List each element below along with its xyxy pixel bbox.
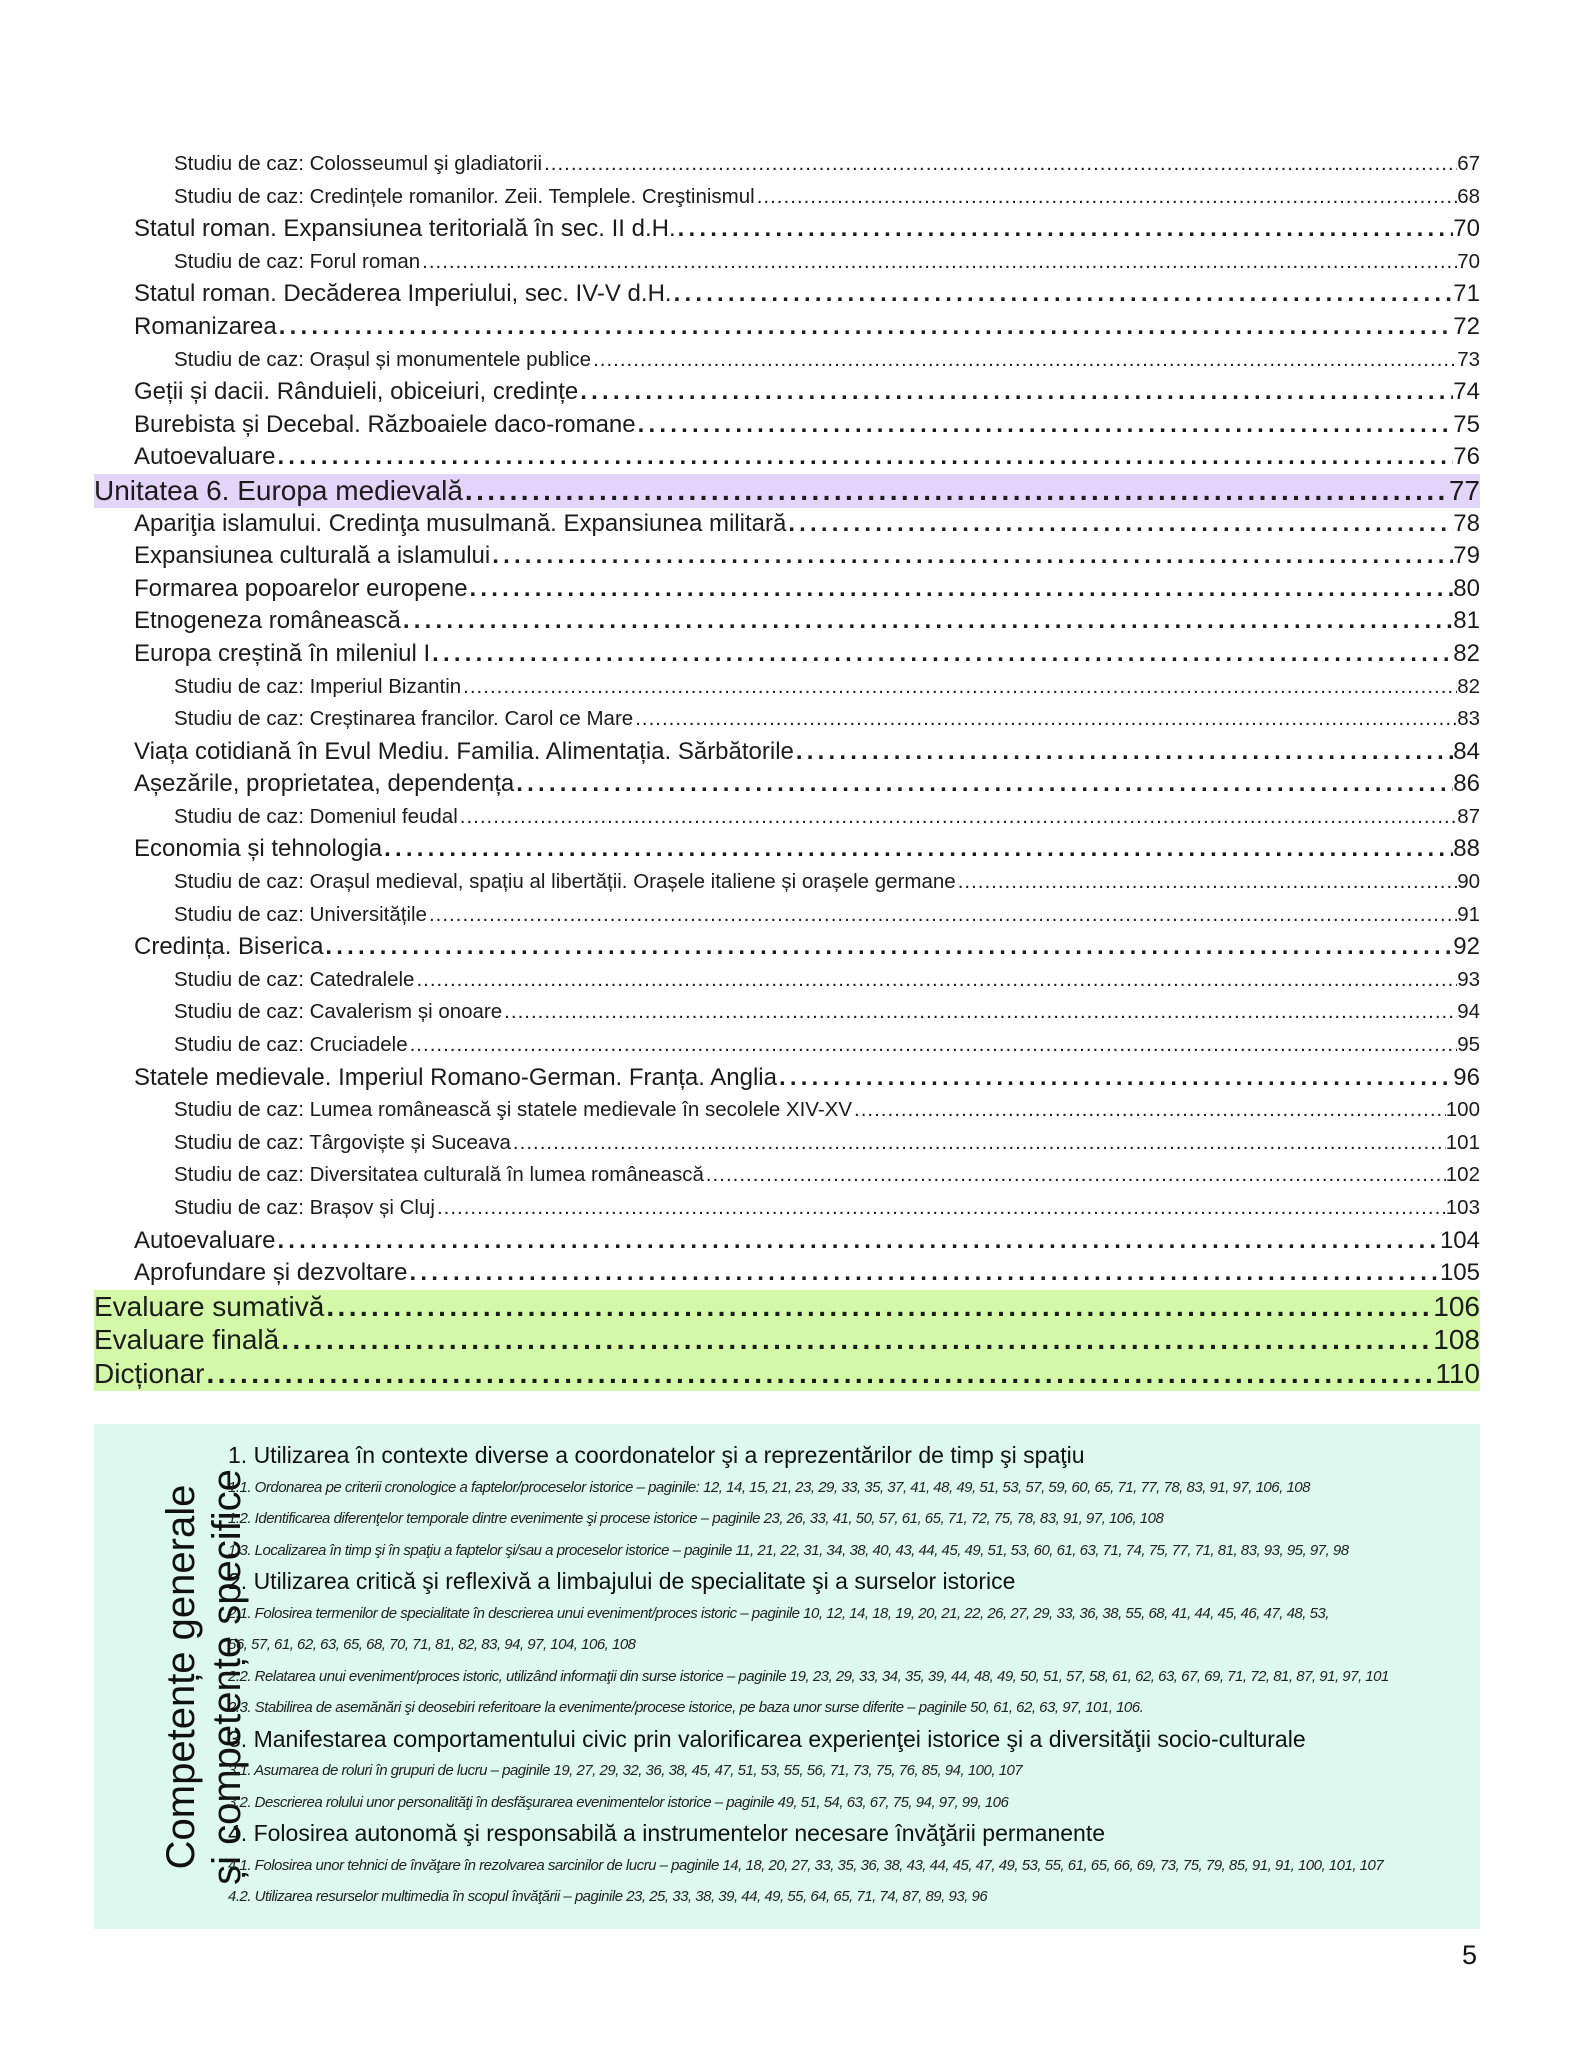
toc-entry-title: Evaluare finală xyxy=(94,1324,280,1356)
toc-entry[interactable] xyxy=(94,671,1480,704)
competenta-specifica: 1.3. Localizarea în timp şi în spaţiu a faptelor şi/sau a proceselor istorice – paginile 11, 21, 22, 31, 34, 38, 40, 43, 44, 45, 49, 51, 53, 60, 61, 63, 71, 74, 75, 77, 71, 81, 83, 93, 95, 97, 98 xyxy=(228,1541,1349,1559)
dot-leader xyxy=(672,278,1454,311)
toc-entry[interactable] xyxy=(94,736,1480,769)
toc-entry-page: 92 xyxy=(1453,933,1480,961)
toc-entry-page: 82 xyxy=(1457,674,1480,698)
toc-entry[interactable] xyxy=(94,1094,1480,1127)
toc-entry-page: 70 xyxy=(1457,249,1480,273)
dot-leader xyxy=(323,931,1453,964)
competenta-specifica: 2.3. Stabilirea de asemănări şi deosebiri referitoare la evenimente/procese istorice, pe baza unor surse diferite – paginile 50, 61, 62, 63, 97, 101, 106. xyxy=(228,1699,1144,1716)
toc-entry-title: Studiu de caz: Colosseumul şi gladiatorii xyxy=(174,152,543,175)
toc-entry-page: 105 xyxy=(1439,1259,1480,1287)
competenta-specifica: 56, 57, 61, 62, 63, 65, 68, 70, 71, 81, 82, 83, 94, 97, 104, 106, 108 xyxy=(228,1636,636,1653)
toc-entry-page: 106 xyxy=(1433,1290,1480,1322)
toc-entry[interactable] xyxy=(94,181,1480,214)
toc-entry[interactable] xyxy=(94,1357,1480,1391)
competenta-generala: 3. Manifestarea comportamentului civic prin valorificarea experienţei istorice şi a diversităţii socio-culturale xyxy=(228,1725,1306,1752)
toc-entry-title: Apariţia islamului. Credinţa musulmană. Expansiunea militară xyxy=(134,509,787,537)
toc-entry-page: 78 xyxy=(1453,509,1480,537)
dot-leader xyxy=(591,344,1457,377)
toc-entry-page: 104 xyxy=(1439,1226,1480,1254)
toc-entry-page: 83 xyxy=(1457,707,1480,731)
toc-entry[interactable] xyxy=(94,964,1480,997)
toc-entry-title: Studiu de caz: Forul roman xyxy=(174,249,421,273)
toc-entry[interactable] xyxy=(94,1029,1480,1062)
toc-entry-page: 110 xyxy=(1435,1357,1480,1389)
dot-leader xyxy=(401,605,1453,638)
toc-entry[interactable] xyxy=(94,1225,1480,1258)
competenta-generala: 1. Utilizarea în contexte diverse a coordonatelor şi a reprezentărilor de timp şi spaţiu xyxy=(228,1442,1085,1468)
toc-entry[interactable] xyxy=(94,344,1480,377)
dot-leader xyxy=(277,311,1454,344)
toc-entry[interactable] xyxy=(94,605,1480,638)
dot-leader xyxy=(633,703,1457,736)
dot-leader xyxy=(382,833,1453,866)
toc-entry[interactable] xyxy=(94,996,1480,1029)
competenta-specifica: 2.2. Relatarea unui eveniment/proces istoric, utilizând informaţii din surse istorice – paginile 19, 23, 29, 33, 34, 35, 39, 44, 48, 49, 50, 51, 57, 58, 61, 62, 63, 67, 69, 71, 72, 81, 87, 91, 97, 101 xyxy=(228,1667,1389,1685)
toc-entry[interactable] xyxy=(94,246,1480,279)
toc-entry-page: 68 xyxy=(1457,184,1480,208)
dot-leader xyxy=(324,1290,1433,1324)
toc-entry-page: 91 xyxy=(1457,902,1480,926)
dot-leader xyxy=(204,1357,1435,1391)
toc-entry-title: Romanizarea xyxy=(134,312,277,340)
toc-entry-page: 73 xyxy=(1457,347,1480,371)
toc-entry[interactable] xyxy=(94,474,1480,508)
dot-leader xyxy=(786,508,1453,541)
dot-leader xyxy=(279,1323,1433,1357)
dot-leader xyxy=(542,148,1457,181)
toc-entry-page: 74 xyxy=(1453,378,1480,406)
dot-leader xyxy=(275,441,1453,474)
toc-entry[interactable] xyxy=(94,768,1480,801)
dot-leader xyxy=(275,1225,1440,1258)
dot-leader xyxy=(794,736,1453,769)
toc-entry-page: 76 xyxy=(1453,443,1480,471)
toc-entry-title: Dicționar xyxy=(94,1357,205,1389)
dot-leader xyxy=(511,1127,1446,1160)
toc-entry[interactable] xyxy=(94,1323,1480,1357)
toc-entry-page: 86 xyxy=(1453,770,1480,798)
dot-leader xyxy=(468,573,1454,606)
toc-entry-page: 103 xyxy=(1445,1196,1480,1219)
toc-entry[interactable] xyxy=(94,833,1480,866)
dot-leader xyxy=(777,1062,1453,1095)
toc-entry-page: 75 xyxy=(1453,410,1480,438)
toc-entry-title: Autoevaluare xyxy=(134,443,276,471)
toc-entry[interactable] xyxy=(94,278,1480,311)
toc-entry-title: Studiu de caz: Cruciadele xyxy=(174,1033,408,1057)
toc-entry[interactable] xyxy=(94,899,1480,932)
toc-entry-title: Studiu de caz: Cavalerism și onoare xyxy=(174,1000,503,1024)
toc-entry-title: Studiu de caz: Catedralele xyxy=(174,967,415,991)
toc-entry-page: 81 xyxy=(1453,607,1480,635)
toc-entry-title: Studiu de caz: Lumea românească şi statele medievale în secolele XIV-XV xyxy=(174,1098,853,1122)
toc-entry-title: Credința. Biserica xyxy=(134,933,324,961)
toc-entry-title: Etnogeneza românească xyxy=(134,607,401,635)
toc-entry-title: Studiu de caz: Brașov și Cluj xyxy=(174,1196,435,1219)
toc-entry[interactable] xyxy=(94,1257,1480,1290)
toc-entry[interactable] xyxy=(94,540,1480,573)
competenta-generala: 2. Utilizarea critică şi reflexivă a limbajului de specialitate şi a surselor istorice xyxy=(228,1568,1016,1594)
page-number: 5 xyxy=(1462,1940,1478,1970)
dot-leader xyxy=(514,768,1453,801)
dot-leader xyxy=(502,996,1457,1029)
toc-entry-title: Economia și tehnologia xyxy=(134,835,383,863)
dot-leader xyxy=(435,1192,1446,1225)
competente-title-line2: și competențe specifice xyxy=(205,1468,249,1885)
competente-title-line1: Competențe generale xyxy=(159,1484,203,1869)
dot-leader xyxy=(676,213,1454,246)
toc-entry-page: 94 xyxy=(1457,1000,1480,1024)
toc-entry-page: 67 xyxy=(1457,152,1480,175)
toc-entry-page: 79 xyxy=(1453,542,1480,570)
toc-entry-title: Aprofundare și dezvoltare xyxy=(134,1259,408,1287)
competenta-specifica: 4.1. Folosirea unor tehnici de învăţare în rezolvarea sarcinilor de lucru – paginile 14, 18, 20, 27, 33, 35, 36, 38, 43, 44, 45, 47, 49, 53, 55, 61, 65, 66, 69, 73, 75, 79, 85, 91, 91, 100, 101, 107 xyxy=(228,1856,1384,1874)
toc-entry-page: 100 xyxy=(1445,1098,1480,1122)
dot-leader xyxy=(463,474,1449,508)
dot-leader xyxy=(408,1257,1440,1290)
toc-entry-title: Statul roman. Decăderea Imperiului, sec. IV-V d.H. xyxy=(134,280,672,308)
competenta-specifica: 4.2. Utilizarea resurselor multimedia în scopul învăţării – paginile 23, 25, 33, 38, 39, 44, 49, 55, 64, 65, 71, 74, 87, 89, 93, 96 xyxy=(228,1888,988,1905)
dot-leader xyxy=(427,899,1457,932)
competente-list xyxy=(228,1440,1473,1913)
toc-entry-title: Burebista și Decebal. Războaiele daco-romane xyxy=(134,410,636,438)
toc-entry-title: Studiu de caz: Creștinarea francilor. Carol ce Mare xyxy=(174,707,634,731)
dot-leader xyxy=(956,866,1458,899)
toc-entry-page: 84 xyxy=(1453,737,1480,765)
dot-leader xyxy=(458,801,1457,834)
toc-entry-title: Viața cotidiană în Evul Mediu. Familia. Alimentația. Sărbătorile xyxy=(134,737,794,765)
competenta-generala: 4. Folosirea autonomă şi responsabilă a instrumentelor necesare învăţării permanente xyxy=(228,1820,1106,1846)
toc-entry[interactable] xyxy=(94,508,1480,541)
dot-leader xyxy=(636,409,1454,442)
dot-leader xyxy=(578,376,1453,409)
toc-entry-title: Evaluare sumativă xyxy=(94,1290,325,1322)
dot-leader xyxy=(490,540,1453,573)
toc-entry-title: Studiu de caz: Orașul și monumentele publice xyxy=(174,347,592,371)
toc-entry[interactable] xyxy=(94,1127,1480,1160)
toc-entry-page: 102 xyxy=(1445,1163,1480,1187)
toc-entry-page: 96 xyxy=(1453,1063,1480,1091)
dot-leader xyxy=(408,1029,1458,1062)
dot-leader xyxy=(755,181,1457,214)
competenta-specifica: 3.1. Asumarea de roluri în grupuri de lucru – paginile 19, 27, 29, 32, 36, 38, 45, 47, 51, 53, 55, 56, 71, 73, 75, 76, 85, 94, 100, 107 xyxy=(228,1762,1023,1779)
toc-entry-page: 93 xyxy=(1457,967,1480,991)
toc-entry[interactable] xyxy=(94,376,1480,409)
toc-entry-page: 80 xyxy=(1453,574,1480,602)
toc-entry-title: Autoevaluare xyxy=(134,1226,276,1254)
toc-entry-title: Geții și dacii. Rânduieli, obiceiuri, credințe xyxy=(134,378,579,406)
competenta-specifica: 2.1. Folosirea termenilor de specialitate în descrierea unui eveniment/proces istoric – paginile 10, 12, 14, 18, 19, 20, 21, 22, 26, 27, 29, 33, 36, 38, 55, 68, 41, 44, 45, 46, 47, 48, 53, xyxy=(228,1604,1329,1622)
toc-entry-title: Studiu de caz: Credințele romanilor. Zeii. Templele. Creştinismul xyxy=(174,184,755,208)
toc-entry-title: Statele medievale. Imperiul Romano-German. Franța. Anglia xyxy=(134,1063,777,1091)
toc-entry-page: 77 xyxy=(1448,474,1480,506)
table-of-contents xyxy=(94,148,1480,1391)
toc-entry[interactable] xyxy=(94,1062,1480,1095)
toc-entry-title: Așezările, proprietatea, dependența xyxy=(134,770,515,798)
toc-entry-page: 87 xyxy=(1457,804,1480,828)
competente-box xyxy=(94,1424,1480,1929)
dot-leader xyxy=(430,638,1453,671)
toc-entry-page: 72 xyxy=(1453,312,1480,340)
toc-entry-page: 70 xyxy=(1453,215,1480,243)
toc-entry[interactable] xyxy=(94,703,1480,736)
toc-entry[interactable] xyxy=(94,866,1480,899)
toc-entry[interactable] xyxy=(94,801,1480,834)
toc-entry-title: Studiu de caz: Domeniul feudal xyxy=(174,804,458,828)
toc-entry-title: Formarea popoarelor europene xyxy=(134,574,468,602)
toc-entry-title: Statul roman. Expansiunea teritorială în sec. II d.H. xyxy=(134,215,676,243)
toc-entry-page: 101 xyxy=(1445,1130,1480,1154)
toc-entry-title: Expansiunea culturală a islamului xyxy=(134,542,491,570)
toc-entry-page: 90 xyxy=(1457,870,1480,894)
toc-entry[interactable] xyxy=(94,148,1480,181)
toc-entry[interactable] xyxy=(94,1159,1480,1192)
toc-entry-page: 71 xyxy=(1453,280,1480,308)
toc-entry-page: 82 xyxy=(1453,639,1480,667)
toc-entry-page: 88 xyxy=(1453,835,1480,863)
toc-entry-title: Europa creștină în mileniul I xyxy=(134,639,431,667)
toc-entry[interactable] xyxy=(94,311,1480,344)
toc-entry[interactable] xyxy=(94,1290,1480,1324)
toc-entry-page: 108 xyxy=(1433,1324,1480,1356)
toc-entry[interactable] xyxy=(94,573,1480,606)
toc-entry[interactable] xyxy=(94,409,1480,442)
toc-entry-title: Studiu de caz: Imperiul Bizantin xyxy=(174,674,462,698)
dot-leader xyxy=(414,964,1457,997)
competenta-specifica: 1.2. Identificarea diferenţelor temporale dintre evenimente şi procese istorice – paginile 23, 26, 33, 41, 50, 57, 61, 65, 71, 72, 75, 78, 83, 91, 97, 106, 108 xyxy=(228,1510,1164,1527)
toc-entry-title: Studiu de caz: Orașul medieval, spațiu al libertății. Orașele italiene și orașele germane xyxy=(174,870,956,894)
dot-leader xyxy=(704,1159,1446,1192)
toc-entry-title: Studiu de caz: Târgoviște și Suceava xyxy=(174,1130,511,1154)
toc-entry-title: Studiu de caz: Diversitatea culturală în lumea românească xyxy=(174,1163,704,1187)
toc-entry-page: 95 xyxy=(1457,1033,1480,1057)
toc-entry[interactable] xyxy=(94,638,1480,671)
toc-entry[interactable] xyxy=(94,213,1480,246)
toc-entry-title: Studiu de caz: Universitățile xyxy=(174,902,427,926)
competenta-specifica: 3.2. Descrierea rolului unor personalităţi în desfăşurarea evenimentelor istorice – paginile 49, 51, 54, 63, 67, 75, 94, 97, 99, 106 xyxy=(228,1793,1009,1811)
toc-entry-title: Unitatea 6. Europa medievală xyxy=(94,474,463,506)
dot-leader xyxy=(852,1094,1446,1127)
dot-leader xyxy=(420,246,1457,279)
competenta-specifica: 1.1. Ordonarea pe criterii cronologice a faptelor/proceselor istorice – paginile: 12, 14, 15, 21, 23, 29, 33, 35, 37, 41, 48, 49, 51, 53, 57, 59, 60, 65, 71, 77, 78, 83, 91, 97, 106, 108 xyxy=(228,1478,1310,1496)
toc-entry[interactable] xyxy=(94,1192,1480,1225)
toc-entry[interactable] xyxy=(94,441,1480,474)
toc-entry[interactable] xyxy=(94,931,1480,964)
dot-leader xyxy=(461,671,1457,704)
